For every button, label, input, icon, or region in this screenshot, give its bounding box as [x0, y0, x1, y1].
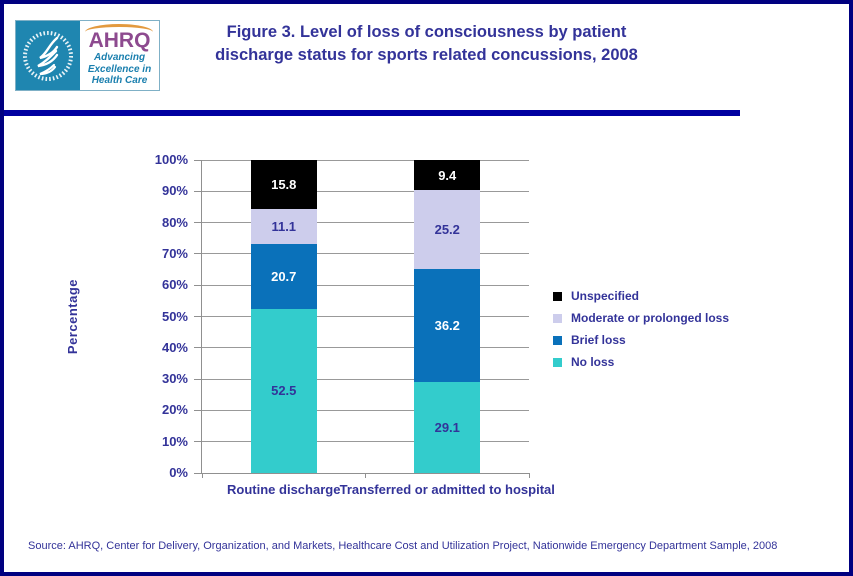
- tagline-line: Advancing: [93, 52, 146, 63]
- y-axis-tick: [194, 191, 202, 192]
- x-axis-tick: [365, 473, 366, 478]
- legend-item: [553, 307, 729, 329]
- legend-swatch-icon: [553, 336, 562, 345]
- y-axis-title-text: Percentage: [64, 278, 80, 355]
- y-axis-tick-label: 100%: [154, 152, 188, 167]
- stacked-bar: [414, 160, 480, 473]
- legend-label: Unspecified: [571, 289, 640, 303]
- y-axis-tick-label: 10%: [161, 433, 188, 449]
- tagline-line: Health Care: [91, 75, 148, 86]
- legend-swatch-icon: [553, 358, 562, 367]
- bar-segment: [414, 190, 480, 269]
- legend-label: Brief loss: [571, 333, 626, 347]
- x-axis-tick: [202, 473, 203, 478]
- ahrq-wordmark: AHRQ: [88, 29, 151, 52]
- x-axis-category-label: Transferred or admitted to hospital: [339, 482, 555, 497]
- y-axis-tick-label: 70%: [161, 245, 188, 261]
- y-axis-tick: [194, 410, 202, 411]
- bar-segment: [414, 382, 480, 473]
- y-axis-tick-label: 60%: [161, 277, 188, 293]
- bar-segment: [251, 209, 317, 244]
- y-axis-tick-label: 30%: [161, 371, 188, 387]
- y-axis-tick-label: 90%: [161, 183, 188, 199]
- y-axis-tick: [194, 222, 202, 223]
- bar-segment-value: 11.1: [271, 219, 297, 235]
- bar-segment: [414, 269, 480, 382]
- y-axis-tick: [194, 285, 202, 286]
- legend-item: [553, 285, 729, 307]
- legend-swatch-icon: [553, 292, 562, 301]
- bar-segment-value: 25.2: [434, 221, 460, 237]
- x-axis-tick: [529, 473, 530, 478]
- y-axis-title: [58, 160, 86, 473]
- y-axis-tick: [194, 316, 202, 317]
- y-axis-tick-label: 40%: [161, 339, 188, 355]
- plot-area: [201, 160, 555, 497]
- bar-segment: [251, 160, 317, 209]
- y-axis-tick: [194, 347, 202, 348]
- legend-item: [553, 329, 729, 351]
- tagline-line: Excellence in: [87, 63, 152, 75]
- legend-item: [553, 351, 729, 373]
- y-axis-tick: [194, 160, 202, 161]
- legend-label: Moderate or prolonged loss: [571, 311, 730, 325]
- stacked-bar: [251, 160, 317, 473]
- legend-label: No loss: [571, 355, 615, 369]
- bar-segment-value: 29.1: [434, 419, 460, 435]
- source-note: Source: AHRQ, Center for Delivery, Organization, and Markets, Healthcare Cost and Utilization Project, Nationwide Emergency Department Sample, 2008: [28, 540, 778, 552]
- y-axis-tick-label: 20%: [161, 402, 188, 418]
- legend: [553, 285, 729, 373]
- y-axis-tick: [194, 441, 202, 442]
- y-axis-tick-label: 80%: [161, 214, 188, 230]
- bar-segment-value: 52.5: [271, 383, 297, 399]
- bar-segment-value: 36.2: [434, 317, 460, 333]
- bar-segment-value: 9.4: [438, 167, 457, 183]
- figure-title-line2: discharge status for sports related concussions, 2008: [215, 46, 638, 64]
- figure-title-line1: Figure 3. Level of loss of consciousness by patient: [226, 23, 627, 41]
- bar-segment-value: 15.8: [271, 177, 297, 193]
- bar-segment-value: 20.7: [271, 268, 297, 284]
- y-axis-tick-label: 50%: [161, 308, 188, 324]
- y-axis-tick: [194, 253, 202, 254]
- bar-segment: [251, 309, 317, 473]
- bar-segment: [414, 160, 480, 189]
- y-axis-tick-label: 0%: [169, 465, 188, 480]
- x-axis-category-label: Routine discharge: [227, 482, 341, 497]
- bar-segment: [251, 244, 317, 309]
- legend-swatch-icon: [553, 314, 562, 323]
- y-axis-tick: [194, 379, 202, 380]
